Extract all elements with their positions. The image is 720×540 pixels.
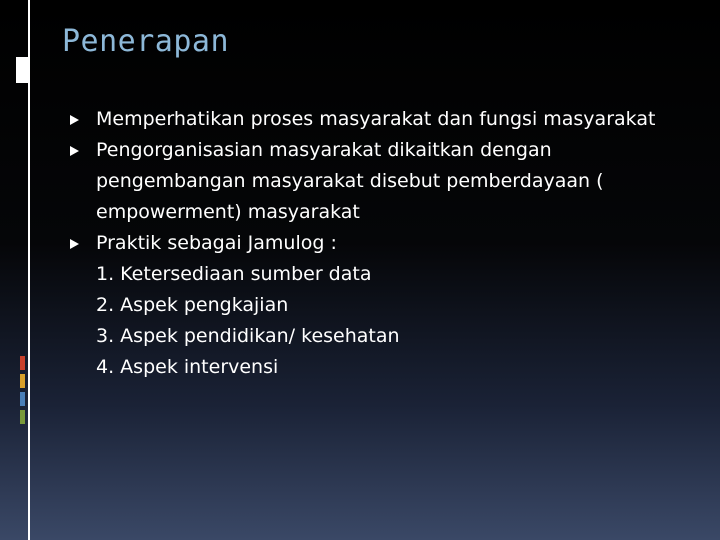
decor-stripe-blue (20, 392, 25, 406)
bullet-text: Pengorganisasian masyarakat dikaitkan dengan pengembangan masyarakat disebut pemberdayaan ( empowerment) masyarakat (96, 139, 604, 223)
decor-stripe-green (20, 410, 25, 424)
bullet-item (66, 228, 706, 259)
bullet-item (66, 135, 706, 228)
rail-block (16, 57, 28, 83)
slide-content (66, 104, 706, 383)
bullet-item (66, 104, 706, 135)
triangle-bullet-icon (70, 239, 79, 249)
slide-title: Penerapan (62, 24, 230, 59)
decor-stripe-yellow (20, 374, 25, 388)
sub-item: 4. Aspek intervensi (96, 356, 279, 378)
bullet-text: Memperhatikan proses masyarakat dan fungsi masyarakat (96, 108, 656, 130)
decor-stripe-red (20, 356, 25, 370)
triangle-bullet-icon (70, 115, 79, 125)
bullet-text: Praktik sebagai Jamulog : (96, 232, 337, 254)
left-rail-line (28, 0, 30, 540)
sub-item: 1. Ketersediaan sumber data (96, 263, 372, 285)
sub-item: 2. Aspek pengkajian (96, 294, 289, 316)
triangle-bullet-icon (70, 146, 79, 156)
sub-item: 3. Aspek pendidikan/ kesehatan (96, 325, 400, 347)
